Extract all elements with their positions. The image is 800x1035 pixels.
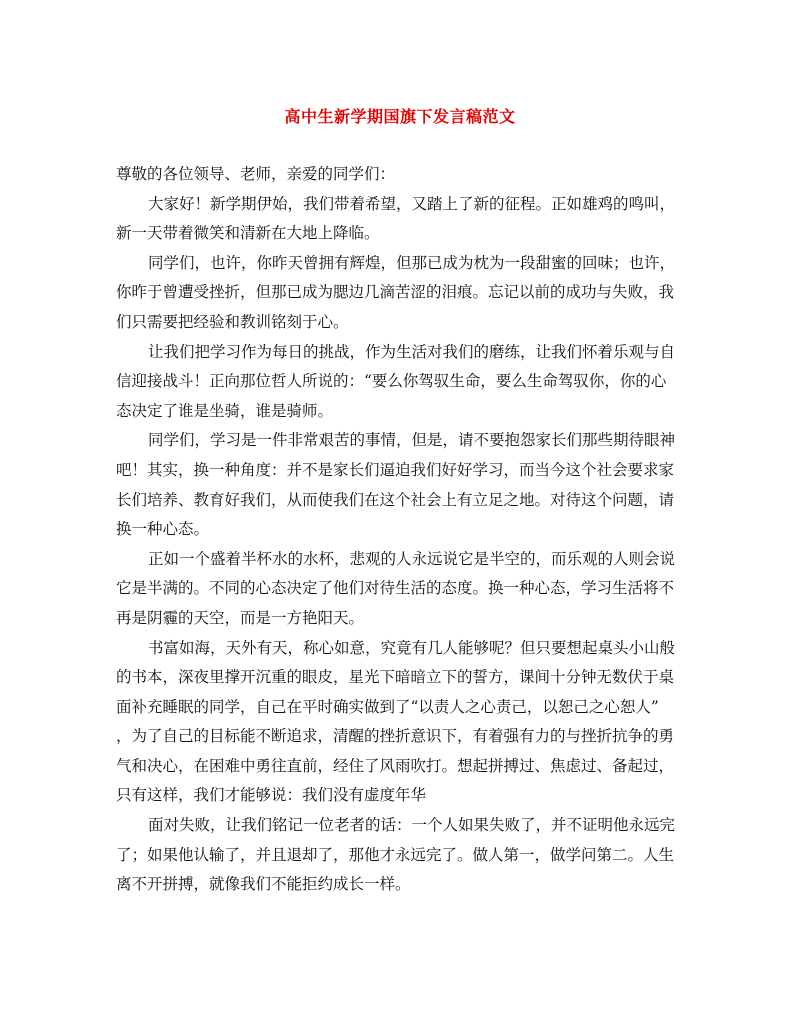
text-line: 面对失败，让我们铭记一位老者的话：一个人如果失败了，并不证明他永远完 — [148, 816, 676, 835]
text-line: 面补充睡眠的同学，自己在平时确实做到了“以责人之心责己，以恕己之心恕人” — [116, 697, 659, 716]
text-line: 气和决心，在困难中勇往直前，经住了风雨吹打。想起拼搏过、焦虑过、备起过， — [116, 756, 675, 775]
document-body — [116, 160, 686, 900]
text-line: 信迎接战斗！正向那位哲人所说的：“要么你驾驭生命，要么生命驾驭你，你的心 — [116, 372, 667, 391]
text-line: 让我们把学习作为每日的挑战，作为生活对我们的磨练，让我们怀着乐观与自 — [148, 342, 676, 361]
text-line: ，为了自己的目标能不断追求，清醒的挫折意识下，有着强有力的与挫折抗争的勇 — [116, 727, 675, 746]
text-line: 离不开拼搏，就像我们不能拒约成长一样。 — [116, 875, 411, 894]
text-line: 只有这样，我们才能够说：我们没有虚度年华 — [116, 786, 427, 805]
text-line: 了；如果他认输了，并且退却了，那他才永远完了。做人第一，做学问第二。人生 — [116, 845, 675, 864]
text-line: 书富如海，天外有天，称心如意，究竟有几人能够呢？但只要想起桌头小山般 — [148, 638, 676, 657]
text-line: 态决定了谁是坐骑，谁是骑师。 — [116, 401, 334, 420]
text-line: 大家好！新学期伊始，我们带着希望，又踏上了新的征程。正如雄鸡的鸣叫， — [148, 194, 676, 213]
text-line: 同学们，也许，你昨天曾拥有辉煌，但那已成为枕为一段甜蜜的回味；也许， — [148, 253, 676, 272]
document-title: 高中生新学期国旗下发言稿范文 — [284, 107, 516, 126]
text-line: 它是半满的。不同的心态决定了他们对待生活的态度。换一种心态，学习生活将不 — [116, 579, 675, 598]
text-line: 的书本，深夜里撑开沉重的眼皮，星光下暗暗立下的誓方，课间十分钟无数伏于桌 — [116, 668, 675, 687]
text-line: 吧！其实，换一种角度：并不是家长们逼迫我们好好学习，而当今这个社会要求家 — [116, 460, 675, 479]
text-line: 你昨于曾遭受挫折，但那已成为腮边几滴苦涩的泪痕。忘记以前的成功与失败，我 — [116, 283, 675, 302]
text-line: 尊敬的各位领导、老师，亲爱的同学们： — [116, 165, 396, 183]
text-line: 同学们，学习是一件非常艰苦的事情，但是，请不要抱怨家长们那些期待眼神 — [148, 431, 676, 450]
text-line: 长们培养、教育好我们，从而使我们在这个社会上有立足之地。对待这个问题，请 — [116, 490, 675, 509]
text-line: 再是阴霾的天空，而是一方艳阳天。 — [116, 608, 365, 627]
text-line: 新一天带着微笑和清新在大地上降临。 — [116, 224, 380, 243]
text-line: 换一种心态。 — [116, 520, 210, 539]
text-line: 正如一个盛着半杯水的水杯，悲观的人永远说它是半空的，而乐观的人则会说 — [148, 549, 676, 568]
text-line: 们只需要把经验和教训铭刻于心。 — [116, 312, 349, 331]
